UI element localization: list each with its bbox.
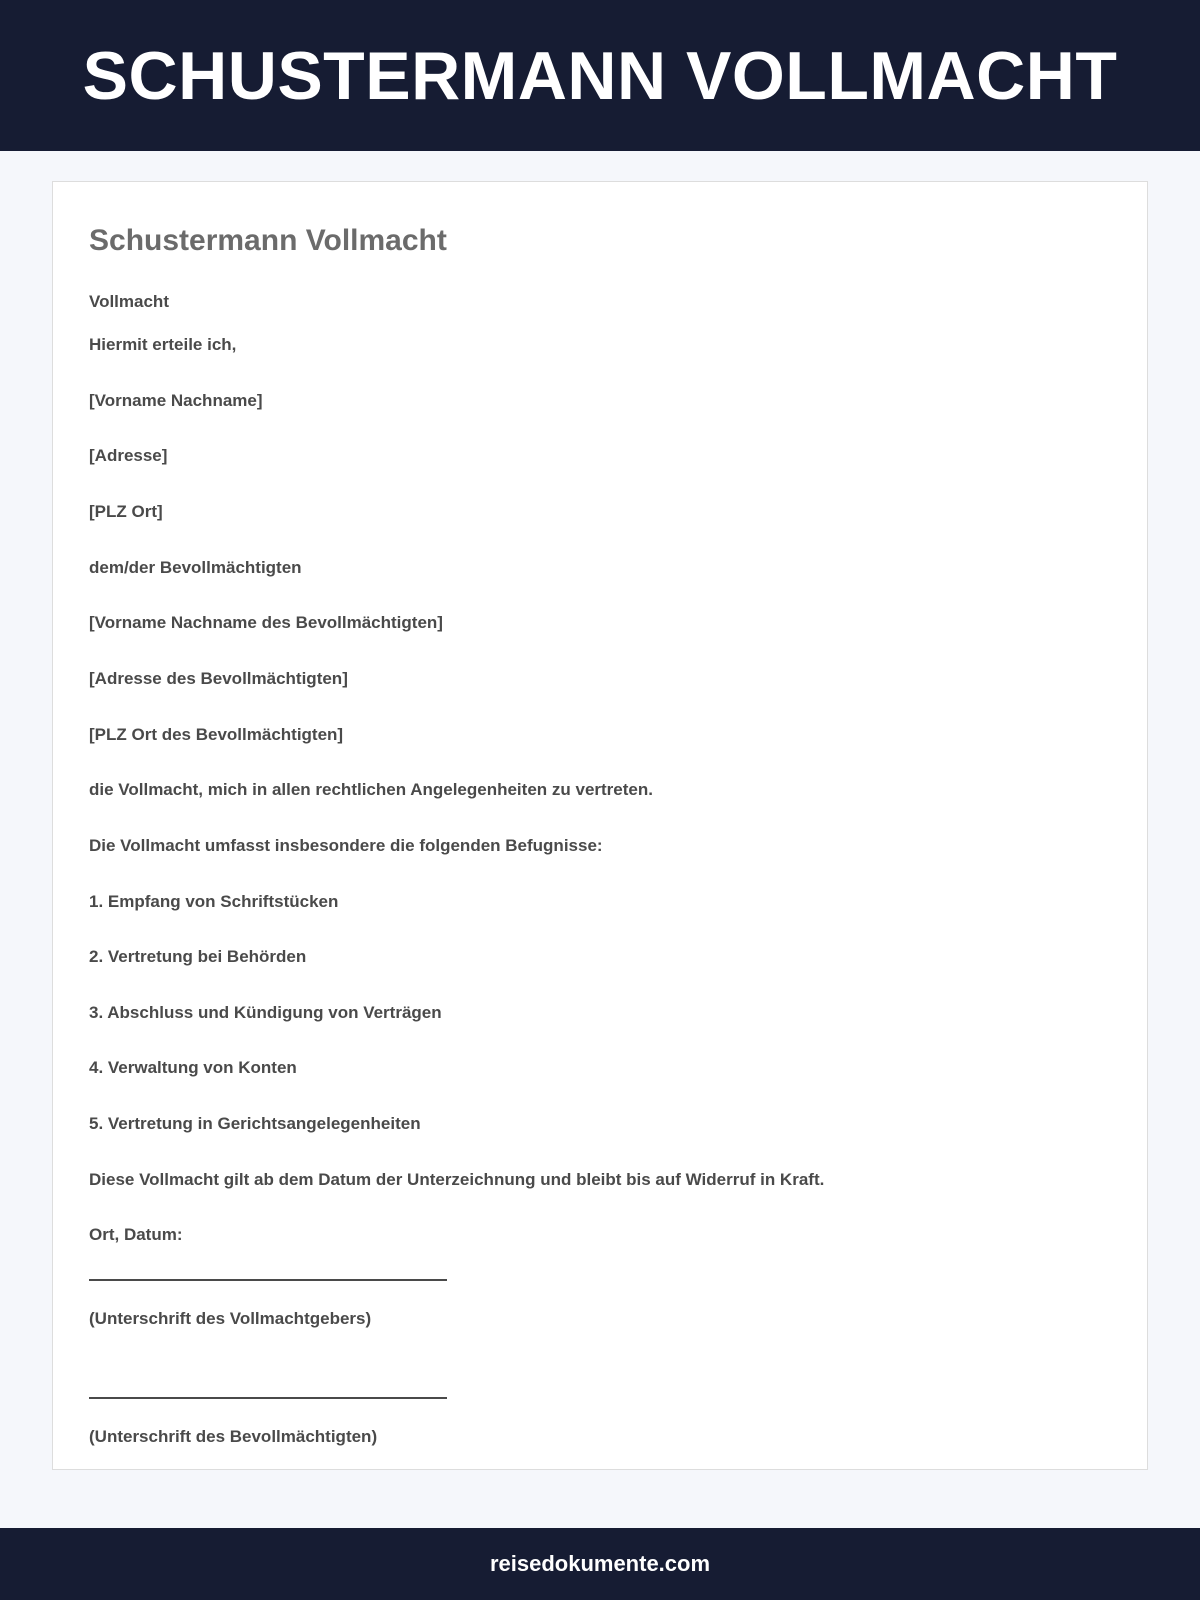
signature-caption-grantor: (Unterschrift des Vollmachtgebers) (89, 1309, 372, 1329)
power-item: 5. Vertretung in Gerichtsangelegenheiten (89, 1114, 421, 1134)
representative-name-placeholder: [Vorname Nachname des Bevollmächtigten] (89, 613, 443, 633)
page-content-area (0, 151, 1200, 1528)
document-title: Schustermann Vollmacht (89, 224, 447, 257)
signature-line-grantor (89, 1279, 447, 1281)
page-footer (0, 1528, 1200, 1600)
signature-line-representative (89, 1397, 447, 1399)
place-date-label: Ort, Datum: (89, 1225, 183, 1245)
document-intro-line: Hiermit erteile ich, (89, 335, 237, 355)
validity-statement: Diese Vollmacht gilt ab dem Datum der Unterzeichnung und bleibt bis auf Widerruf in Kraft. (89, 1169, 825, 1189)
power-item: 2. Vertretung bei Behörden (89, 947, 307, 967)
banner-title: SCHUSTERMANN VOLLMACHT (82, 37, 1118, 114)
grantor-name-placeholder: [Vorname Nachname] (89, 390, 263, 410)
representative-address-placeholder: [Adresse des Bevollmächtigten] (89, 668, 348, 688)
power-item: 4. Verwaltung von Konten (89, 1058, 297, 1078)
grantor-address-placeholder: [Adresse] (89, 446, 168, 466)
representative-label: dem/der Bevollmächtigten (89, 557, 302, 577)
grantor-city-placeholder: [PLZ Ort] (89, 502, 163, 522)
page-banner (0, 0, 1200, 151)
power-item: 1. Empfang von Schriftstücken (89, 891, 339, 911)
signature-spacer (89, 1363, 1111, 1397)
footer-site-name: reisedokumente.com (489, 1551, 711, 1576)
document-heading: Vollmacht (89, 291, 169, 311)
power-item: 3. Abschluss und Kündigung von Verträgen (89, 1002, 442, 1022)
grant-statement: die Vollmacht, mich in allen rechtlichen Angelegenheiten zu vertreten. (89, 780, 653, 800)
powers-intro: Die Vollmacht umfasst insbesondere die folgenden Befugnisse: (89, 835, 603, 855)
representative-city-placeholder: [PLZ Ort des Bevollmächtigten] (89, 724, 344, 744)
document-body (89, 290, 1111, 1450)
document-card (52, 181, 1148, 1470)
signature-caption-representative: (Unterschrift des Bevollmächtigten) (89, 1426, 378, 1446)
